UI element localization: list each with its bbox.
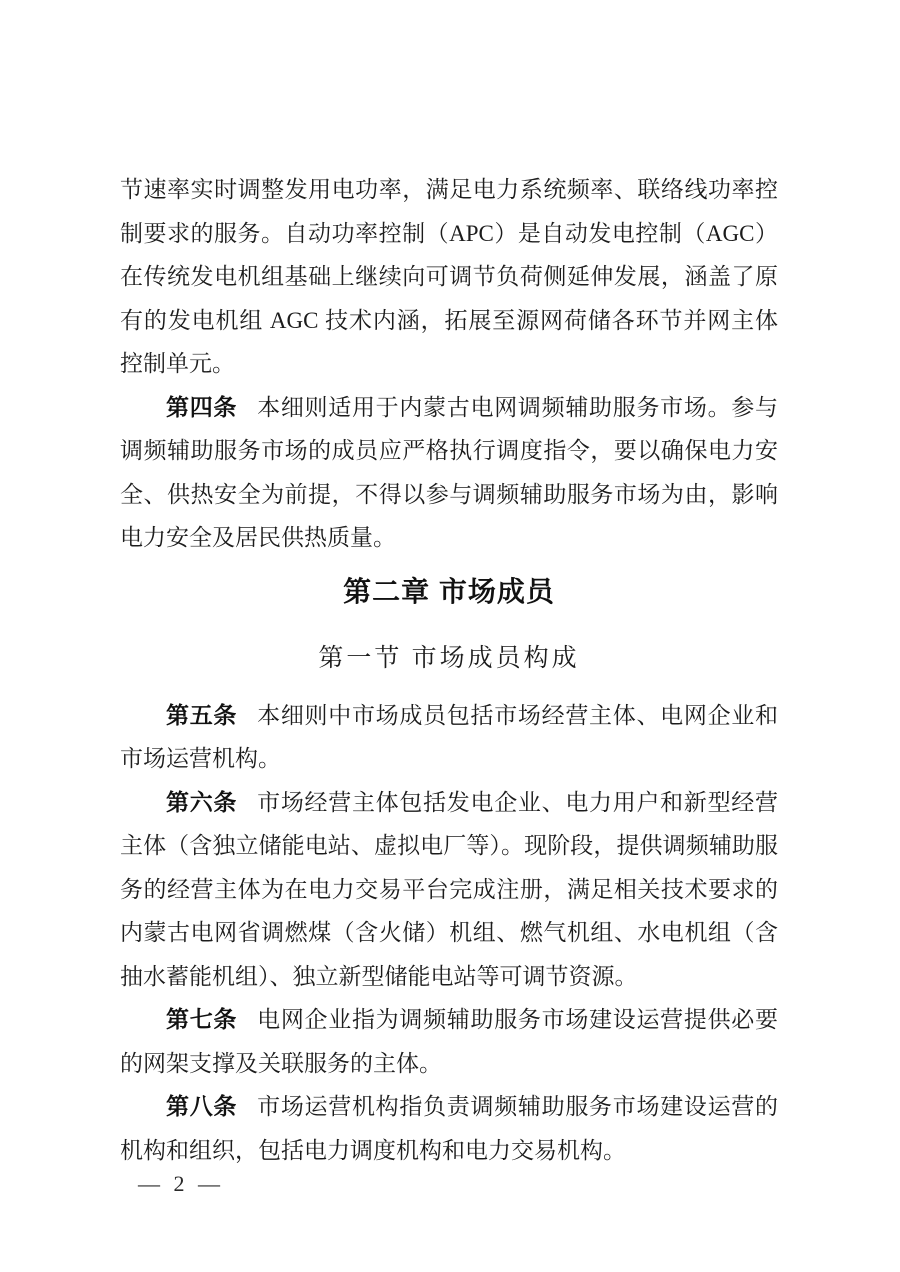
article-6-label: 第六条 <box>166 788 238 815</box>
paragraph-article-7 <box>120 998 778 1085</box>
article-7-label: 第七条 <box>166 1006 238 1032</box>
article-7-text: 电网企业指为调频辅助服务市场建设运营提供必要的网架支撑及关联服务的主体。 <box>120 1007 778 1076</box>
paragraph-article-5 <box>120 694 778 781</box>
paragraph-article-8 <box>120 1085 778 1172</box>
page-number: — 2 — <box>138 1171 224 1196</box>
section-heading: 第一节 市场成员构成 <box>318 644 580 672</box>
paragraph-continuation: 节速率实时调整发用电功率，满足电力系统频率、联络线功率控制要求的服务。自动功率控制（APC）是自动发电控制（AGC）在传统发电机组基础上继续向可调节负荷侧延伸发展，涵盖了原有的发电机组 AGC 技术内涵，拓展至源网荷储各环节并网主体控制单元。 <box>120 177 778 376</box>
document-body <box>120 168 778 1172</box>
paragraph-article-4 <box>120 386 778 560</box>
paragraph-article-6 <box>120 781 778 999</box>
article-5-text: 本细则中市场成员包括市场经营主体、电网企业和市场运营机构。 <box>120 702 778 771</box>
article-4-text: 本细则适用于内蒙古电网调频辅助服务市场。参与调频辅助服务市场的成员应严格执行调度指令，要以确保电力安全、供热安全为前提，不得以参与调频辅助服务市场为由，影响电力安全及居民供热质量。 <box>120 394 778 550</box>
article-6-text: 市场经营主体包括发电企业、电力用户和新型经营主体（含独立储能电站、虚拟电厂等）。现阶段，提供调频辅助服务的经营主体为在电力交易平台完成注册，满足相关技术要求的内蒙古电网省调燃煤（含火储）机组、燃气机组、水电机组（含抽水蓄能机组）、独立新型储能电站等可调节资源。 <box>120 789 778 989</box>
article-8-label: 第八条 <box>166 1093 238 1119</box>
chapter-heading: 第二章 市场成员 <box>343 575 555 607</box>
article-8-text: 市场运营机构指负责调频辅助服务市场建设运营的机构和组织，包括电力调度机构和电力交易机构。 <box>120 1094 778 1163</box>
article-5-label: 第五条 <box>166 701 238 728</box>
article-4-label: 第四条 <box>166 393 238 420</box>
